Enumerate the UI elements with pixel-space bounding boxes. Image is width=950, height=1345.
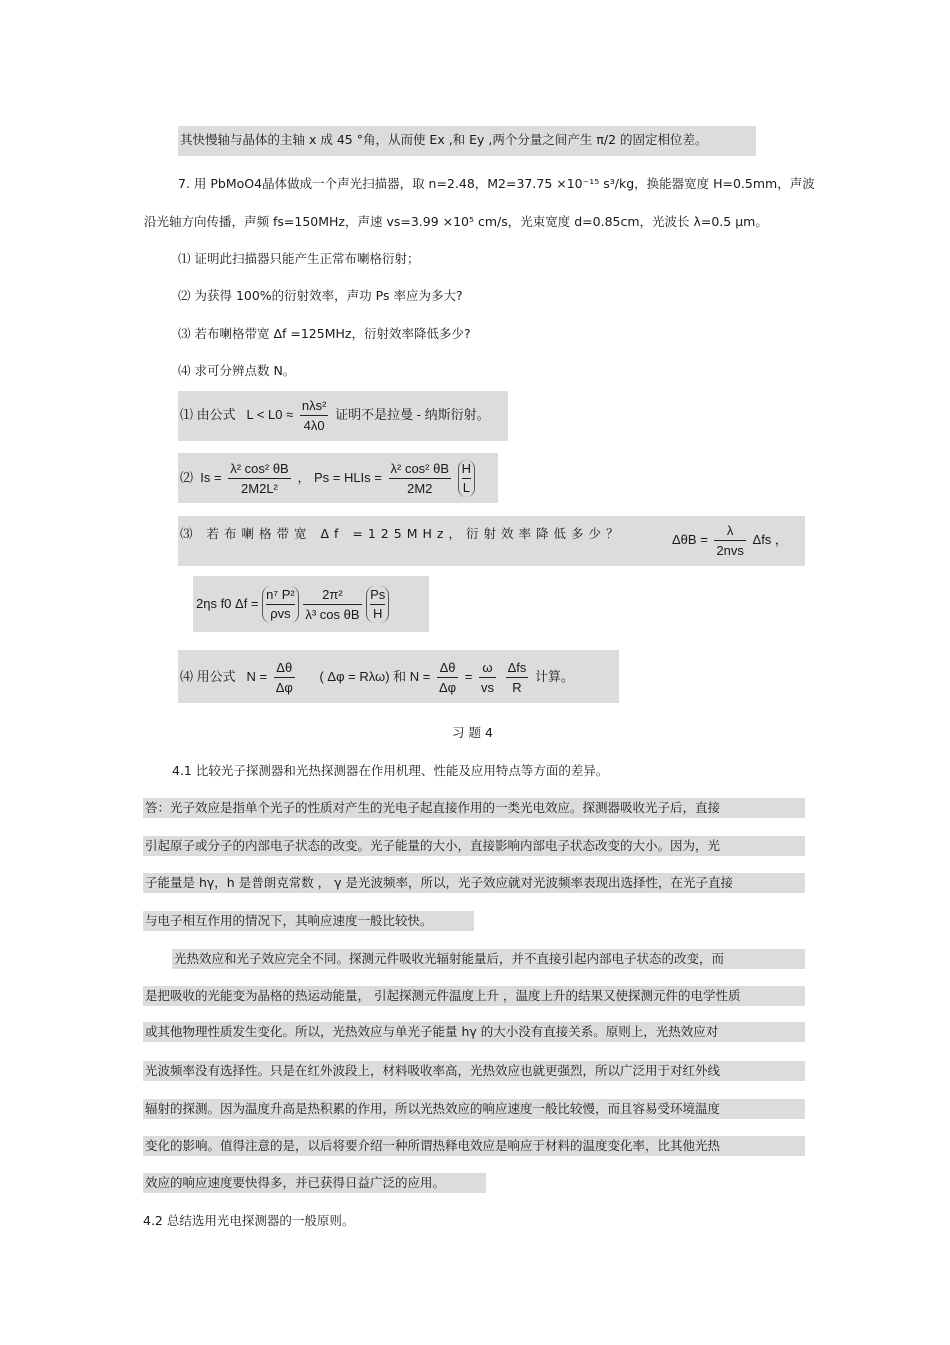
section-title: 习 题 4 [452,725,493,740]
answer1-formula-left: L < L0 ≈ [246,407,294,422]
answer4-den2: Δφ [438,680,457,696]
answer4-num4: Δfs [506,658,529,678]
answer3-num: λ [714,521,745,541]
answer4-fraction2 [437,658,458,697]
answer1-fraction [300,396,329,435]
problem7-q3: ⑶ 若布喇格带宽 Δf =125MHz，衍射效率降低多少? [178,326,471,341]
answer4-suffix: 计算。 [535,669,575,684]
question-4-2: 4.2 总结选用光电探测器的一般原则。 [143,1213,355,1228]
answer1-suffix: 证明不是拉曼 - 纳斯衍射。 [335,407,490,422]
answer2-ps: ， Ps = HLIs = [297,470,382,485]
para2-line-0: 光热效应和光子效应完全不同。探测元件吸收光辐射能量后，并不直接引起内部电子状态的改变，而 [174,951,725,966]
answer4-formula [180,655,574,699]
para1-line-0: 答：光子效应是指单个光子的性质对产生的光电子起直接作用的一类光电效应。探测器吸收光子后，直接 [145,800,721,815]
answer3-text: ⑶ 若布喇格带宽 Δf =125MHz，衍射效率降低多少？ [180,526,624,541]
answer2-fraction1 [228,459,291,498]
para1-line-1: 引起原子或分子的内部电子状态的改变。光子能量的大小，直接影响内部电子状态改变的大小。因为，光 [145,838,721,853]
answer1-prefix: ⑴ 由公式 [180,407,236,422]
answer4-den3: vs [480,680,494,696]
answer2-den1: 2M2L² [241,481,278,497]
answer4-num1: Δθ [274,658,295,678]
answer4-mid: ( Δφ = Rλω) 和 [319,669,407,684]
answer3-formula [672,520,788,560]
answer1-den: 4λ0 [303,418,325,434]
problem7-q4: ⑷ 求可分辨点数 N。 [178,363,296,378]
answer2-pnum: H [462,460,471,479]
problem7-q1: ⑴ 证明此扫描器只能产生正常布喇格衍射； [178,251,420,266]
para2-line-1: 是把吸收的光能变为晶格的热运动能量， 引起探测元件温度上升 ，温度上升的结果又使探测元件的电学性质 [145,988,741,1003]
answer3b-paren3 [366,586,389,623]
answer2-is: Is = [200,470,222,485]
answer3b-den2: λ³ cos θB [305,607,360,623]
para2-line-3: 光波频率没有选择性。只是在红外波段上，材料吸收率高，光热效应也就更强烈，所以广泛用于对红外线 [145,1063,721,1078]
problem7-q2: ⑵ 为获得 100%的衍射效率，声功 Ps 率应为多大? [178,288,463,303]
answer3-fraction [714,521,745,560]
answer3b-formula [196,582,389,626]
answer4-fraction1 [274,658,295,697]
answer4-num2: Δθ [437,658,458,678]
answer3-rhs: Δfs ， [752,532,788,547]
answer2-pden: L [462,480,470,496]
answer2 [180,458,475,498]
answer3b-num2: 2π² [303,585,361,605]
answer3b-num1: n⁷ P² [266,586,295,605]
answer4-eq: = [464,669,473,684]
answer4-fraction4 [506,658,529,697]
answer3b-paren1 [262,586,299,623]
answer4-fraction3 [479,658,496,697]
answer2-num2: λ² cos² θB [389,459,452,479]
answer3b-den3: H [373,606,383,622]
answer4-n2: N = [409,669,431,684]
answer2-fraction2 [389,459,452,498]
para2-line-2: 或其他物理性质发生变化。所以，光热效应与单光子能量 hγ 的大小没有直接关系。原则上，光热效应对 [145,1024,719,1039]
answer3b-fraction2 [303,585,361,624]
question-4-1: 4.1 比较光子探测器和光热探测器在作用机理、性能及应用特点等方面的差异。 [172,763,609,778]
para1-line-2: 子能量是 hγ，h 是普朗克常数 ， γ 是光波频率，所以，光子效应就对光波频率表现出选择性，在光子直接 [145,875,734,890]
answer4-num3: ω [479,658,496,678]
problem7-line1: 7. 用 PbMoO4晶体做成一个声光扫描器，取 n=2.48，M2=37.75 ×10⁻¹⁵ s³/kg，换能器宽度 H=0.5mm，声波 [178,176,815,191]
para2-line-5: 变化的影响。值得注意的是，以后将要介绍一种所谓热释电效应是响应于材料的温度变化率，比其他光热 [145,1138,721,1153]
answer4-den4: R [512,680,522,696]
answer2-paren [458,460,475,497]
answer3-lhs: ΔθB = [672,532,708,547]
answer4-n: N = [246,669,268,684]
answer1 [180,395,490,435]
answer3b-den1: ρvs [270,606,291,622]
para2-line-6: 效应的响应速度要快得多，并已获得日益广泛的应用。 [145,1175,446,1190]
answer3b-lhs: 2ηs f0 Δf = [196,596,259,611]
answer1-num: nλs² [300,396,329,416]
top-line: 其快慢轴与晶体的主轴 x 成 45 °角，从而使 Ex ,和 Ey ,两个分量之间产生 π/2 的固定相位差。 [180,132,708,147]
answer3-den: 2nvs [716,543,744,559]
answer4-prefix: ⑷ 用公式 [180,669,236,684]
answer3b-num3: Ps [370,586,385,605]
para1-line-3: 与电子相互作用的情况下，其响应速度一般比较快。 [145,913,433,928]
problem7-line2: 沿光轴方向传播，声频 fs=150MHz，声速 vs=3.99 ×10⁵ cm/s，光束宽度 d=0.85cm，光波长 λ=0.5 μm。 [144,214,768,229]
answer2-num1: λ² cos² θB [228,459,291,479]
para2-line-4: 辐射的探测。因为温度升高是热积累的作用，所以光热效应的响应速度一般比较慢，而且容易受环境温度 [145,1101,721,1116]
answer2-prefix: ⑵ [180,470,194,485]
answer4-den1: Δφ [275,680,293,696]
answer2-den2: 2M2 [407,481,433,497]
